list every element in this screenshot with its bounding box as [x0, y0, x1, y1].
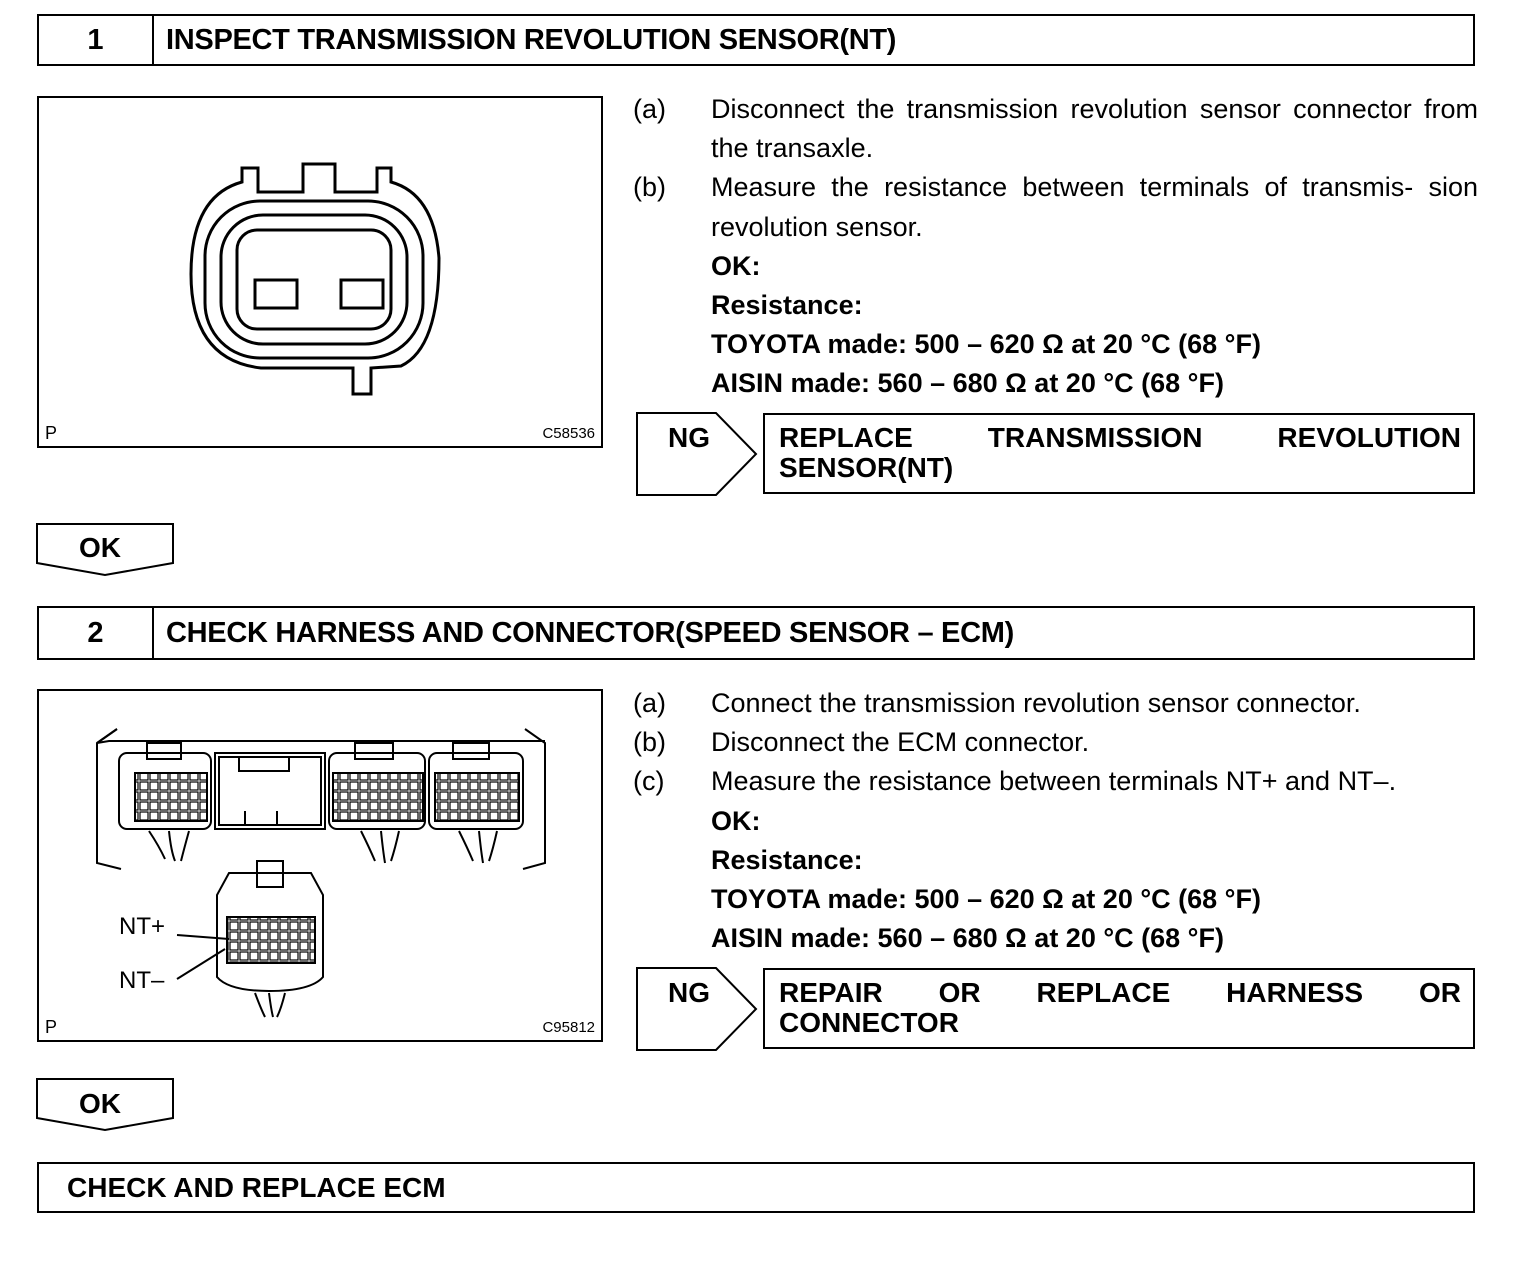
instruction-label: (c) — [633, 766, 665, 797]
step1-instructions — [633, 90, 1478, 404]
terminal-nt-minus-label: NT– — [119, 967, 165, 994]
final-action-text: CHECK AND REPLACE ECM — [67, 1171, 446, 1203]
sensor-connector-illustration — [39, 98, 601, 446]
instruction-item — [633, 684, 1478, 723]
instruction-text: Measure the resistance between terminals of transmis- sion revolution sensor. — [711, 172, 1478, 242]
instruction-text: Measure the resistance between terminals NT+ and NT–. — [711, 766, 1397, 797]
instruction-text: Connect the transmission revolution sensor connector. — [711, 688, 1361, 718]
figure-corner-label: P — [45, 1017, 58, 1037]
instruction-item — [633, 168, 1478, 246]
instruction-label: (b) — [633, 172, 666, 203]
ng-label: NG — [668, 977, 710, 1008]
ok-label: OK — [79, 532, 121, 563]
ng-action-line2: SENSOR(NT) — [779, 452, 954, 483]
toyota-spec: TOYOTA made: 500 – 620 Ω at 20 °C (68 °F) — [711, 329, 1261, 360]
instruction-label: (a) — [633, 688, 666, 718]
step2-title: CHECK HARNESS AND CONNECTOR(SPEED SENSOR – ECM) — [166, 616, 1014, 649]
ok-label: OK — [79, 1088, 121, 1119]
aisin-spec: AISIN made: 560 – 680 Ω at 20 °C (68 °F) — [711, 368, 1224, 399]
step2-instructions — [633, 684, 1478, 958]
terminal-nt-plus-label: NT+ — [119, 913, 166, 940]
figure-code: C58536 — [542, 425, 595, 442]
instruction-item — [633, 90, 1478, 168]
step2-figure — [37, 689, 603, 1042]
ng-action-line1: REPLACE TRANSMISSION REVOLUTION — [779, 422, 1461, 453]
instruction-text: Disconnect the ECM connector. — [711, 727, 1090, 758]
ng-action-box — [763, 968, 1475, 1049]
instruction-item — [633, 762, 1478, 801]
ng-action-line2: CONNECTOR — [779, 1007, 959, 1038]
ng-action-line1: REPAIR OR REPLACE HARNESS OR — [779, 977, 1461, 1008]
resistance-heading: Resistance: — [711, 290, 863, 321]
aisin-spec: AISIN made: 560 – 680 Ω at 20 °C (68 °F) — [711, 923, 1224, 954]
step1-title: INSPECT TRANSMISSION REVOLUTION SENSOR(NT) — [166, 23, 897, 56]
instruction-label: (b) — [633, 727, 666, 758]
figure-code: C95812 — [542, 1019, 595, 1036]
step1-number: 1 — [39, 16, 154, 64]
step2-header — [37, 606, 1475, 660]
toyota-spec: TOYOTA made: 500 – 620 Ω at 20 °C (68 °F) — [711, 884, 1261, 915]
step2-number: 2 — [39, 608, 154, 658]
instruction-text: Disconnect the transmission revolution sensor connector from the transaxle. — [711, 94, 1478, 164]
instruction-item — [633, 723, 1478, 762]
instruction-label: (a) — [633, 94, 666, 124]
ok-heading: OK: — [711, 250, 761, 281]
step1-header — [37, 14, 1475, 66]
ng-label: NG — [668, 422, 710, 453]
step1-figure — [37, 96, 603, 448]
final-action-box — [37, 1162, 1475, 1213]
resistance-heading: Resistance: — [711, 844, 863, 875]
ng-action-box — [763, 413, 1475, 494]
ok-heading: OK: — [711, 805, 761, 836]
figure-corner-label: P — [45, 423, 58, 443]
